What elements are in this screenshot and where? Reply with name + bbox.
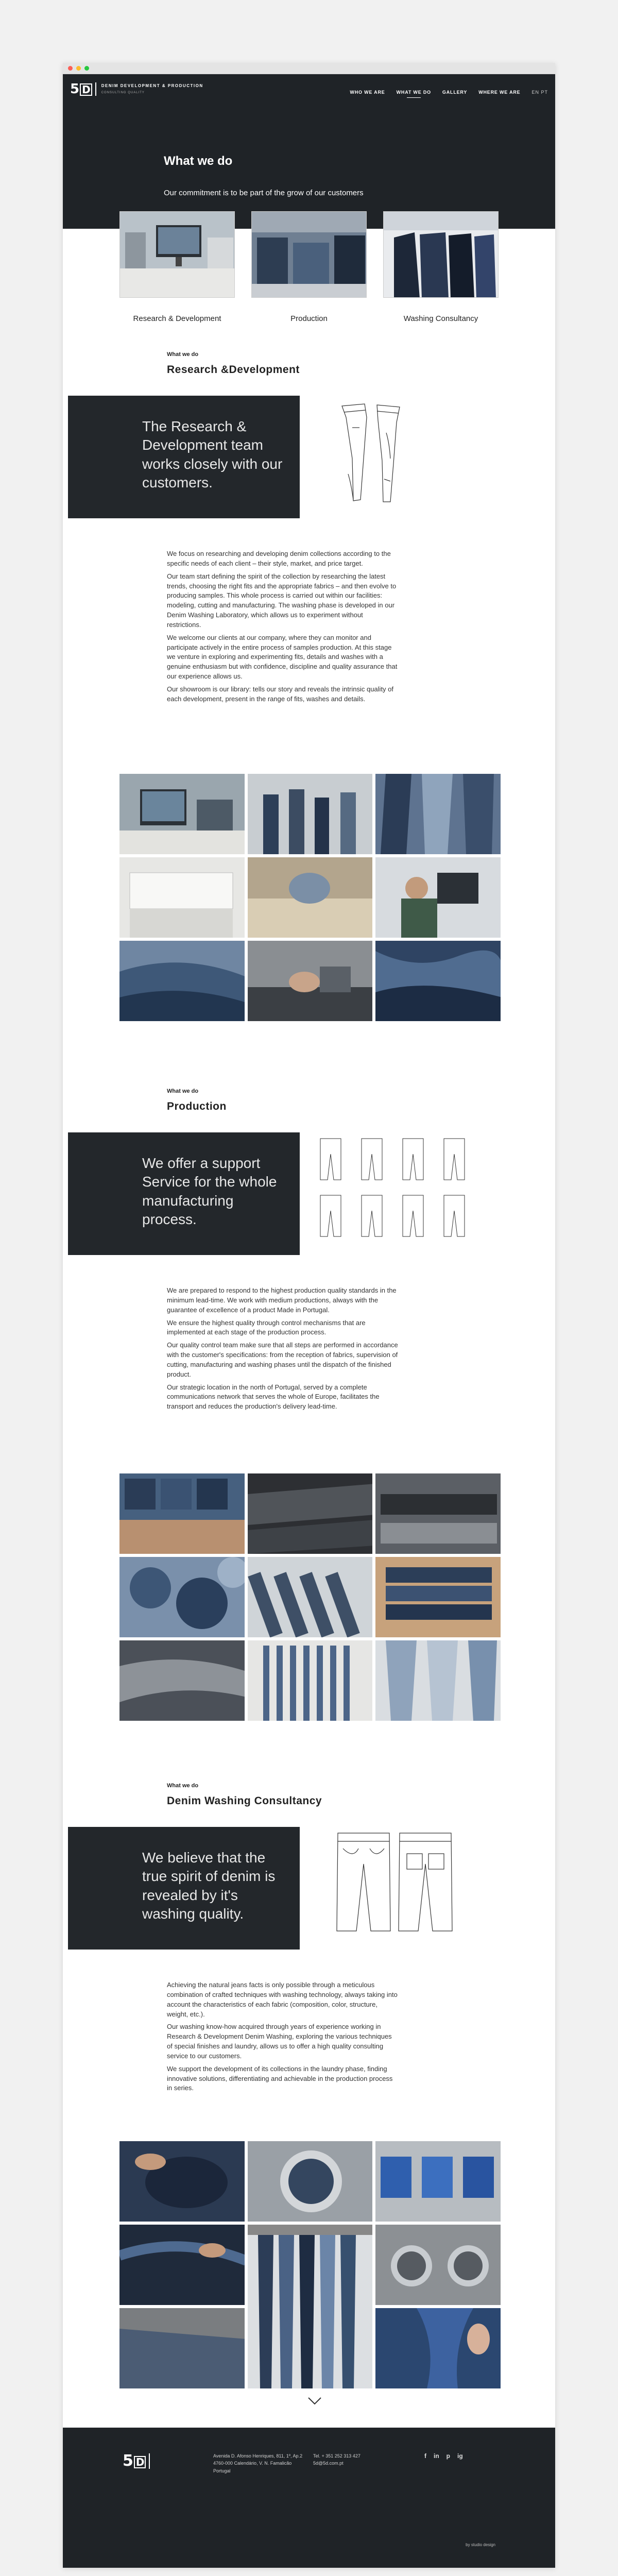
intro-row (63, 1827, 555, 1950)
footer-logo[interactable]: 5 D (123, 2453, 150, 2469)
section-body (167, 1286, 399, 1412)
nav-where-we-are[interactable]: WHERE WE ARE (478, 90, 521, 95)
jeans-flat-sketches-illustration (310, 1133, 480, 1247)
section-title: Production (167, 1100, 227, 1112)
footer-contacts (313, 2452, 360, 2467)
address-line: Avenida D. Afonso Henriques, 811, 1º, Ap.2 (213, 2453, 303, 2459)
paragraph: Our washing know-how acquired through years of experience working in Research & Development Denim Washing, exploring the various techniques of special finishes and laundry, allows us to offer a high quality consulting service to our customers. (167, 2023, 392, 2060)
address-line: Portugal (213, 2468, 231, 2473)
jeans-front-back-sketch-illustration (333, 1828, 461, 1941)
footer (63, 2428, 555, 2568)
gallery-production (119, 1473, 501, 1721)
page-title: What we do (164, 154, 233, 168)
language-switcher[interactable]: EN PT (531, 90, 548, 95)
address-line: 4760-000 Calendário, V. N. Famalicão (213, 2461, 292, 2466)
brand-logo[interactable] (70, 82, 203, 96)
gallery-photo[interactable] (119, 941, 245, 1021)
nav-gallery[interactable]: GALLERY (442, 90, 468, 95)
gallery-photo[interactable] (119, 2141, 245, 2222)
service-card-research[interactable] (119, 211, 235, 323)
service-label: Washing Consultancy (403, 314, 478, 323)
gallery-photo[interactable] (248, 2141, 373, 2222)
intro-quote: The Research & Development team works closely with our customers. (68, 396, 300, 518)
browser-window (63, 63, 555, 2568)
section-title: Research &Development (167, 364, 300, 376)
brand-tagline: CONSULTING QUALITY (101, 91, 145, 94)
gallery-washing (119, 2141, 501, 2388)
service-card-washing[interactable] (383, 211, 499, 323)
gallery-photo[interactable] (119, 857, 245, 938)
gallery-photo[interactable] (375, 2141, 501, 2222)
email-link[interactable]: 5d@5d.com.pt (313, 2461, 344, 2466)
footer-address (213, 2452, 302, 2475)
gallery-photo[interactable] (375, 941, 501, 1021)
maximize-window-button[interactable] (84, 66, 89, 71)
gallery-photo[interactable] (248, 774, 373, 854)
paragraph: Our showroom is our library: tells our story and reveals the intrinsic quality of each development, present in the range of fits, washes and details. (167, 685, 394, 703)
intro-quote: We offer a support Service for the whole manufacturing process. (68, 1132, 300, 1255)
section-eyebrow: What we do (167, 1088, 199, 1094)
gallery-photo[interactable] (119, 2225, 245, 2305)
service-cards (63, 229, 555, 347)
paragraph: We welcome our clients at our company, where they can monitor and participate actively in the entire process of samples production. At this stage we venture in exploring and experimenting fits, details and washes with a genuine enthusiasm but with confidence, discipline and quality assurance that our experience allows us. (167, 633, 398, 681)
service-image-research (119, 211, 235, 298)
social-links (424, 2452, 463, 2460)
service-image-washing (383, 211, 499, 298)
paragraph: Our team start defining the spirit of the collection by researching the latest trends, choosing the right fits and the appropriate fabrics – and then evolve to producing samples. This whole process is carried out within our facilities: modeling, cutting and manufacturing. The washing phase is developed in our Denim Washing Laboratory, which allows us to experiment without restrictions. (167, 572, 397, 629)
jeans-sketch-illustration (333, 397, 410, 510)
section-body (167, 1980, 399, 2093)
gallery-photo[interactable] (119, 2308, 245, 2388)
gallery-photo[interactable] (375, 2308, 501, 2388)
gallery-photo[interactable] (119, 774, 245, 854)
gallery-photo[interactable] (375, 2225, 501, 2305)
section-eyebrow: What we do (167, 351, 199, 358)
nav-who-we-are[interactable]: WHO WE ARE (350, 90, 385, 95)
section-research (63, 351, 555, 707)
minimize-window-button[interactable] (76, 66, 81, 71)
chevron-down-icon[interactable] (307, 2396, 322, 2406)
window-chrome (63, 63, 555, 74)
design-credit[interactable]: by studio design (466, 2543, 495, 2547)
gallery-photo[interactable] (248, 857, 373, 938)
intro-row (63, 396, 555, 518)
gallery-photo[interactable] (375, 1640, 501, 1721)
gallery-photo[interactable] (375, 1473, 501, 1554)
service-label: Research & Development (133, 314, 221, 323)
facebook-icon[interactable]: f (424, 2452, 426, 2460)
section-washing (63, 1783, 555, 2096)
section-body (167, 549, 399, 704)
main-nav (350, 90, 548, 95)
intro-quote: We believe that the true spirit of denim is revealed by it's washing quality. (68, 1827, 300, 1950)
gallery-photo[interactable] (375, 1557, 501, 1637)
service-label: Production (290, 314, 328, 323)
paragraph: Our strategic location in the north of Portugal, served by a complete communications network that serves the whole of Europe, facilitates the transport and reduces the production's delivery lead-time. (167, 1383, 380, 1411)
gallery-photo[interactable] (248, 2225, 373, 2388)
nav-what-we-do[interactable]: WHAT WE DO (396, 90, 431, 95)
phone-link[interactable]: Tel. + 351 252 313 427 (313, 2453, 360, 2459)
service-card-production[interactable] (251, 211, 367, 323)
gallery-photo[interactable] (119, 1557, 245, 1637)
intro-row (63, 1132, 555, 1255)
gallery-photo[interactable] (248, 941, 373, 1021)
section-eyebrow: What we do (167, 1783, 199, 1789)
close-window-button[interactable] (68, 66, 73, 71)
gallery-photo[interactable] (248, 1640, 373, 1721)
paragraph: We focus on researching and developing denim collections according to the specific needs of each client – their style, market, and price target. (167, 550, 391, 567)
gallery-photo[interactable] (119, 1473, 245, 1554)
hero-header (63, 74, 555, 229)
paragraph: Achieving the natural jeans facts is only possible through a meticulous combination of crafted techniques with washing technology, always taking into account the characteristics of each fabric (composition, color, structure, weight, etc.). (167, 1981, 398, 2018)
section-title: Denim Washing Consultancy (167, 1795, 322, 1807)
brand-name: DENIM DEVELOPMENT & PRODUCTION (101, 83, 203, 88)
paragraph: Our quality control team make sure that all steps are performed in accordance with the customer's specifications: from the reception of fabrics, supervision of cutting, manufacturing and washing phases until the dispatch of the finished product. (167, 1341, 398, 1378)
logo-mark: 5 D (70, 82, 96, 96)
page-subtitle: Our commitment is to be part of the grow of our customers (164, 189, 364, 197)
gallery-photo[interactable] (248, 1557, 373, 1637)
service-image-production (251, 211, 367, 298)
instagram-icon[interactable]: ig (457, 2452, 463, 2460)
gallery-research (119, 774, 501, 1021)
gallery-photo[interactable] (375, 774, 501, 854)
section-production (63, 1088, 555, 1415)
paragraph: We support the development of its collections in the laundry phase, finding innovative solutions, differentiating and achievable in the production process in series. (167, 2064, 393, 2092)
paragraph: We are prepared to respond to the highest production quality standards in the minimum lead-time. We work with medium productions, always with the guarantee of excellence of a product Made in Portugal. (167, 1286, 397, 1314)
gallery-photo[interactable] (119, 1640, 245, 1721)
pinterest-icon[interactable]: p (446, 2452, 451, 2460)
linkedin-icon[interactable]: in (434, 2452, 439, 2460)
paragraph: We ensure the highest quality through control mechanisms that are implemented at each stage of the production process. (167, 1318, 366, 1336)
gallery-photo[interactable] (248, 1473, 373, 1554)
gallery-photo[interactable] (375, 857, 501, 938)
